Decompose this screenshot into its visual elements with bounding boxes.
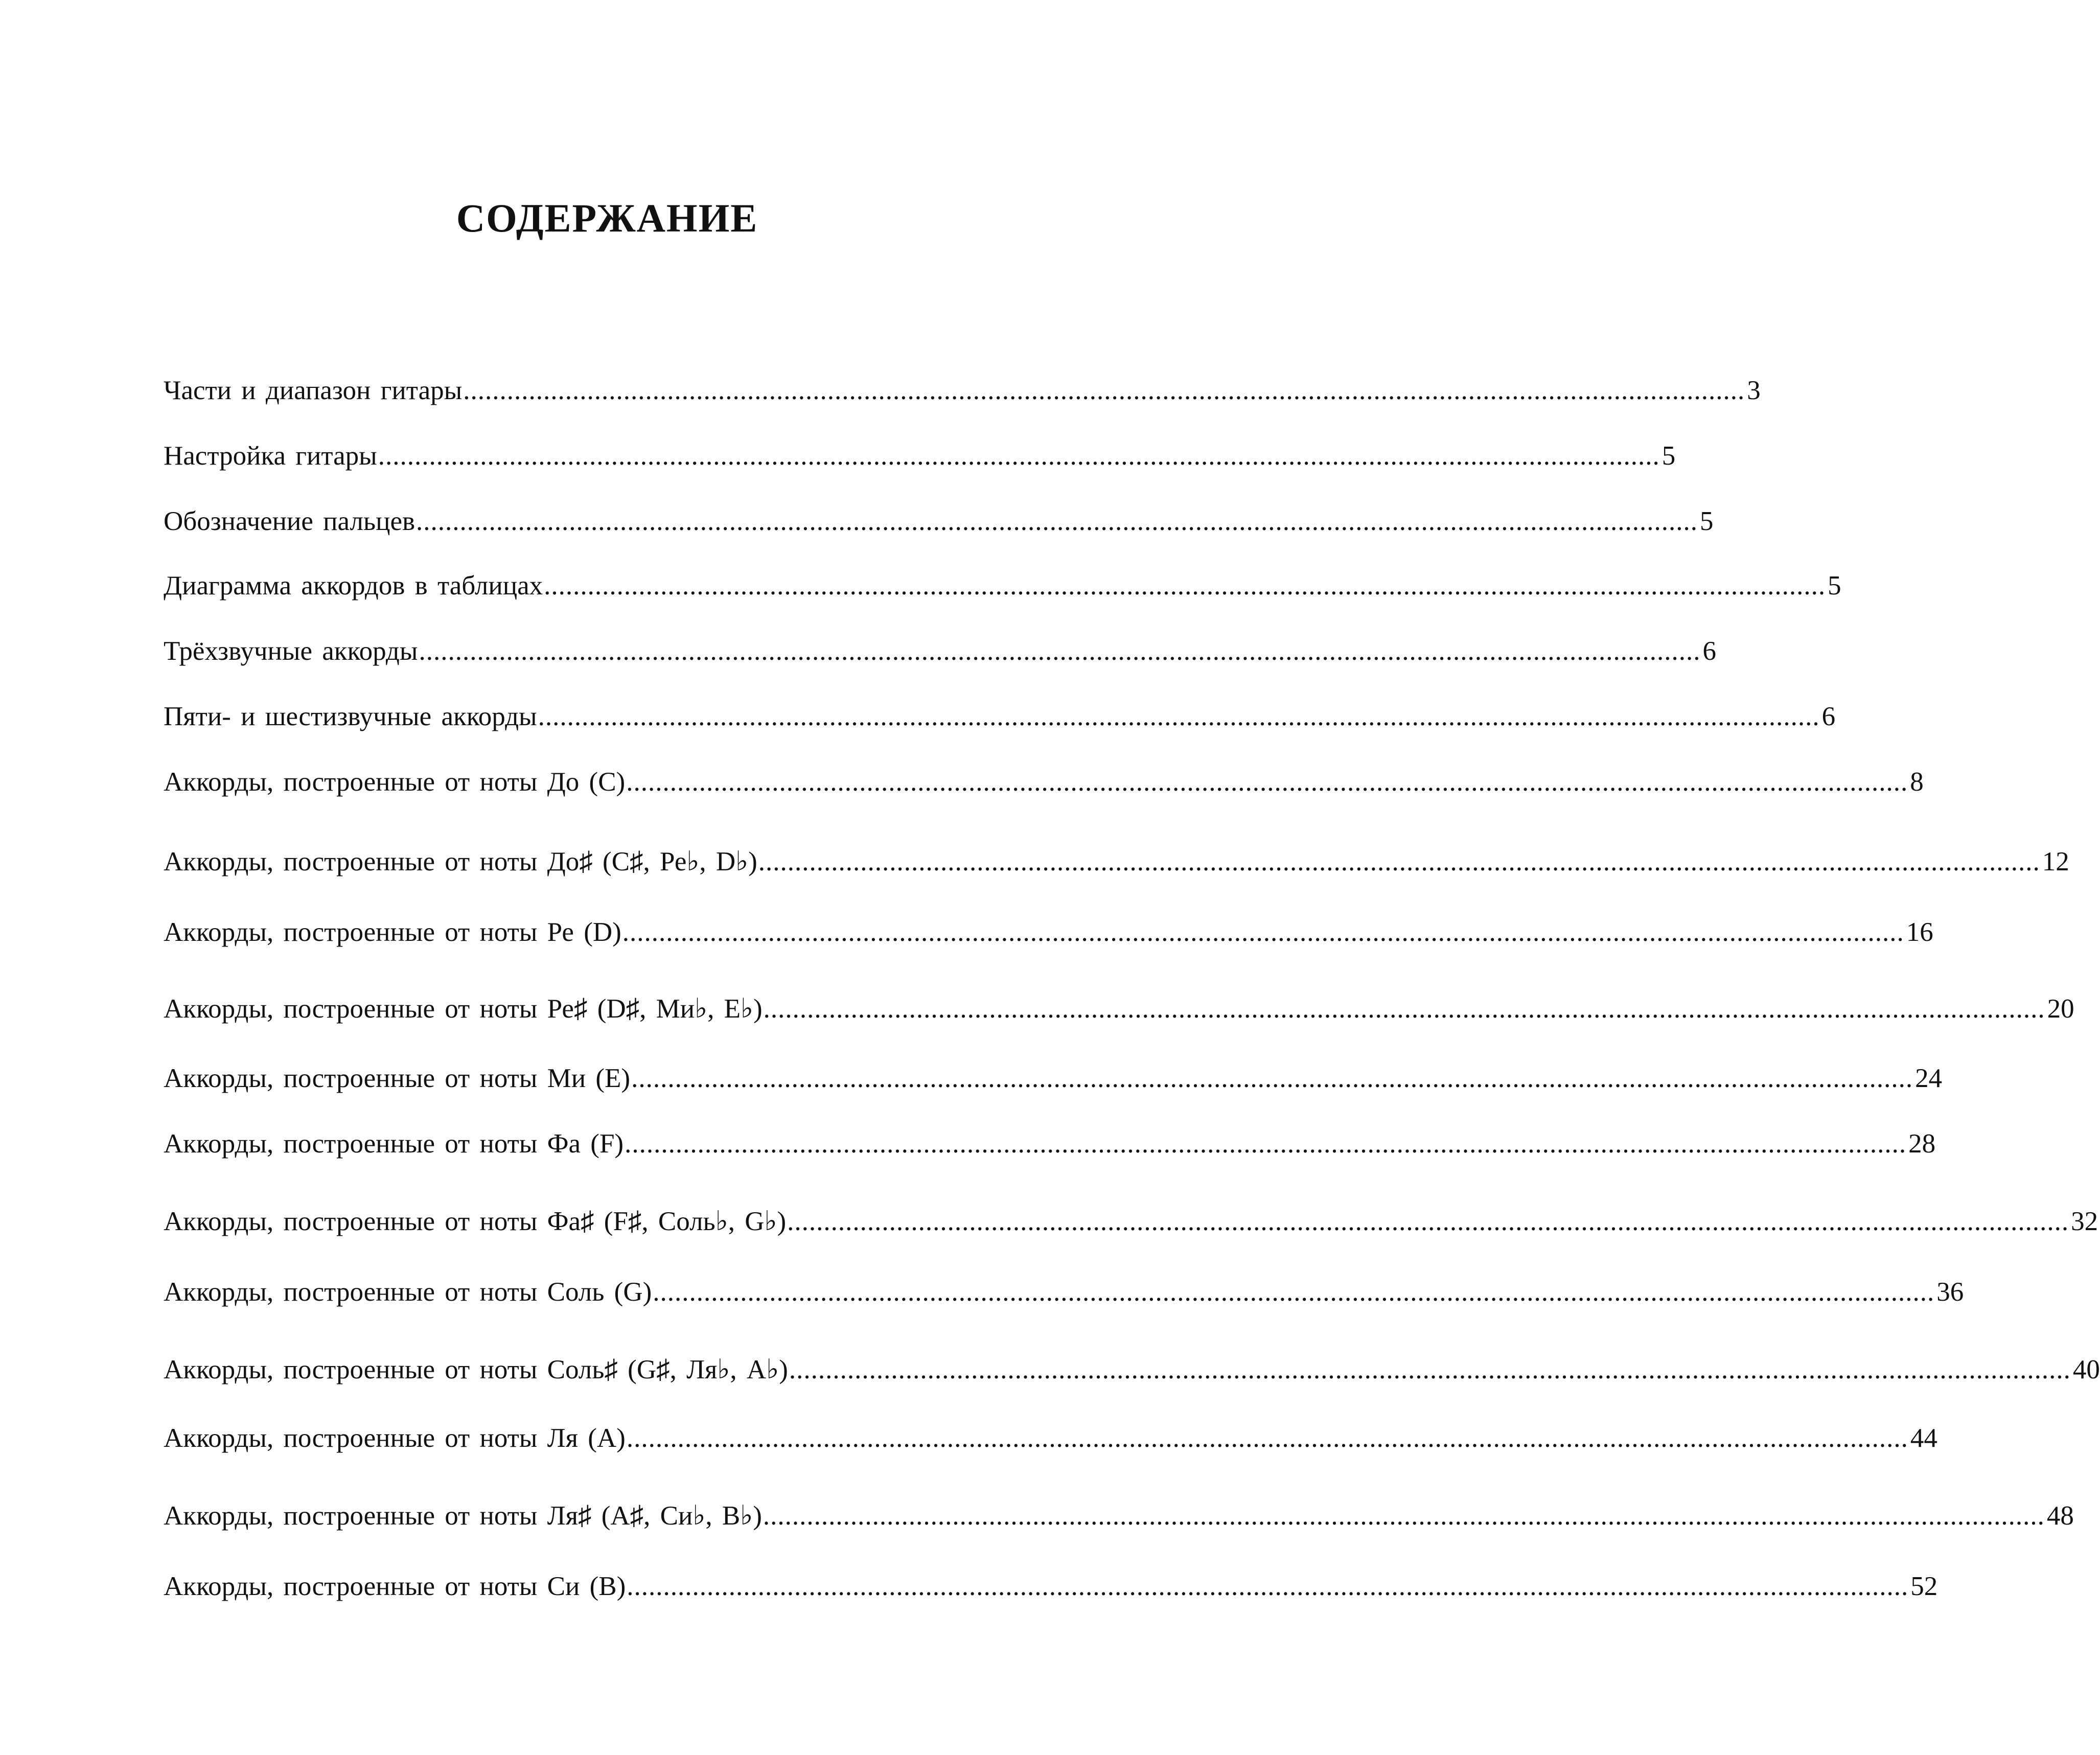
toc-page-number: 5 bbox=[1828, 571, 1841, 601]
toc-entry[interactable] bbox=[164, 565, 1841, 606]
toc-entry-title: Аккорды, построенные от ноты Ре♯ (D♯, Ми♭, E♭) bbox=[164, 994, 763, 1024]
dot-leader: ................................................................................................................................................................................ bbox=[758, 847, 2040, 876]
toc-entry[interactable] bbox=[164, 1201, 2098, 1242]
dot-leader: ................................................................................................................................................................................ bbox=[538, 702, 1820, 731]
toc-entry-title: Трёхзвучные аккорды bbox=[164, 636, 418, 666]
dot-leader: ................................................................................................................................................................................ bbox=[544, 571, 1826, 601]
toc-entry[interactable] bbox=[164, 1566, 1938, 1607]
dot-leader: ................................................................................................................................................................................ bbox=[416, 506, 1698, 536]
toc-entry[interactable] bbox=[164, 1272, 1964, 1312]
dot-leader: ................................................................................................................................................................................ bbox=[653, 1277, 1935, 1307]
toc-page-number: 6 bbox=[1821, 702, 1836, 731]
dot-leader: ................................................................................................................................................................................ bbox=[419, 636, 1701, 666]
toc-page-number: 6 bbox=[1702, 636, 1716, 666]
toc-entry-title: Аккорды, построенные от ноты До (C) bbox=[164, 767, 626, 797]
toc-page-number: 12 bbox=[2042, 847, 2069, 876]
toc-page-number: 28 bbox=[1908, 1129, 1936, 1159]
toc-entry-title: Аккорды, построенные от ноты Фа♯ (F♯, Соль♭, G♭) bbox=[164, 1207, 787, 1236]
dot-leader: ................................................................................................................................................................................ bbox=[625, 1129, 1907, 1159]
page-title: СОДЕРЖАНИЕ bbox=[456, 196, 758, 240]
toc-entry[interactable] bbox=[164, 841, 2069, 882]
toc-page-number: 20 bbox=[2047, 994, 2074, 1024]
toc-entry-title: Аккорды, построенные от ноты Соль♯ (G♯, Ля♭, A♭) bbox=[164, 1355, 788, 1384]
toc-entry-title: Обозначение пальцев bbox=[164, 506, 416, 536]
toc-page-number: 24 bbox=[1915, 1064, 1943, 1093]
toc-entry-title: Аккорды, построенные от ноты Си (B) bbox=[164, 1572, 626, 1601]
toc-entry[interactable] bbox=[164, 370, 1761, 411]
toc-page-number: 52 bbox=[1910, 1572, 1938, 1601]
toc-entry[interactable] bbox=[164, 435, 1676, 476]
toc-page-number: 44 bbox=[1910, 1423, 1937, 1453]
toc-entry-title: Аккорды, построенные от ноты Соль (G) bbox=[164, 1277, 652, 1307]
toc-page-number: 3 bbox=[1747, 376, 1761, 405]
toc-page-number: 48 bbox=[2046, 1501, 2074, 1531]
toc-entry[interactable] bbox=[164, 501, 1714, 542]
dot-leader: ................................................................................................................................................................................ bbox=[378, 441, 1660, 471]
toc-page-number: 8 bbox=[1910, 767, 1924, 797]
toc-entry[interactable] bbox=[164, 1418, 1937, 1459]
toc-entry-title: Диаграмма аккордов в таблицах bbox=[164, 571, 543, 601]
toc-entry[interactable] bbox=[164, 1123, 1936, 1164]
dot-leader: ................................................................................................................................................................................ bbox=[463, 376, 1745, 405]
toc-entry-title: Аккорды, построенные от ноты Ми (E) bbox=[164, 1064, 631, 1093]
toc-entry[interactable] bbox=[164, 696, 1836, 737]
toc-entry-title: Аккорды, построенные от ноты Ля (A) bbox=[164, 1423, 626, 1453]
toc-page-number: 5 bbox=[1661, 441, 1676, 471]
toc-entry-title: Пяти- и шестизвучные аккорды bbox=[164, 702, 537, 731]
toc-page-number: 40 bbox=[2072, 1355, 2100, 1384]
dot-leader: ................................................................................................................................................................................ bbox=[627, 1572, 1909, 1601]
toc-page-number: 36 bbox=[1936, 1277, 1964, 1307]
toc-entry[interactable] bbox=[164, 912, 1933, 953]
toc-entry-title: Части и диапазон гитары bbox=[164, 376, 463, 405]
dot-leader: ................................................................................................................................................................................ bbox=[787, 1207, 2069, 1236]
toc-entry-title: Аккорды, построенные от ноты Ля♯ (A♯, Си♭, B♭) bbox=[164, 1501, 762, 1531]
dot-leader: ................................................................................................................................................................................ bbox=[626, 767, 1908, 797]
dot-leader: ................................................................................................................................................................................ bbox=[631, 1064, 1913, 1093]
dot-leader: ................................................................................................................................................................................ bbox=[622, 917, 1904, 947]
toc-page-number: 5 bbox=[1700, 506, 1714, 536]
toc-page-number: 32 bbox=[2071, 1207, 2098, 1236]
toc-entry[interactable] bbox=[164, 631, 1716, 672]
toc-entry[interactable] bbox=[164, 988, 2074, 1029]
toc-entry[interactable] bbox=[164, 761, 1924, 802]
toc-entry-title: Аккорды, построенные от ноты Фа (F) bbox=[164, 1129, 624, 1159]
toc-entry-title: Аккорды, построенные от ноты Ре (D) bbox=[164, 917, 621, 947]
dot-leader: ................................................................................................................................................................................ bbox=[763, 994, 2045, 1024]
toc-entry-title: Настройка гитары bbox=[164, 441, 377, 471]
dot-leader: ................................................................................................................................................................................ bbox=[763, 1501, 2045, 1531]
toc-page-number: 16 bbox=[1906, 917, 1933, 947]
toc-entry[interactable] bbox=[164, 1058, 1943, 1099]
dot-leader: ................................................................................................................................................................................ bbox=[626, 1423, 1908, 1453]
toc-entry-title: Аккорды, построенные от ноты До♯ (C♯, Ре♭, D♭) bbox=[164, 847, 757, 876]
toc-entry[interactable] bbox=[164, 1495, 2074, 1536]
toc-entry[interactable] bbox=[164, 1349, 2100, 1390]
dot-leader: ................................................................................................................................................................................ bbox=[789, 1355, 2071, 1384]
